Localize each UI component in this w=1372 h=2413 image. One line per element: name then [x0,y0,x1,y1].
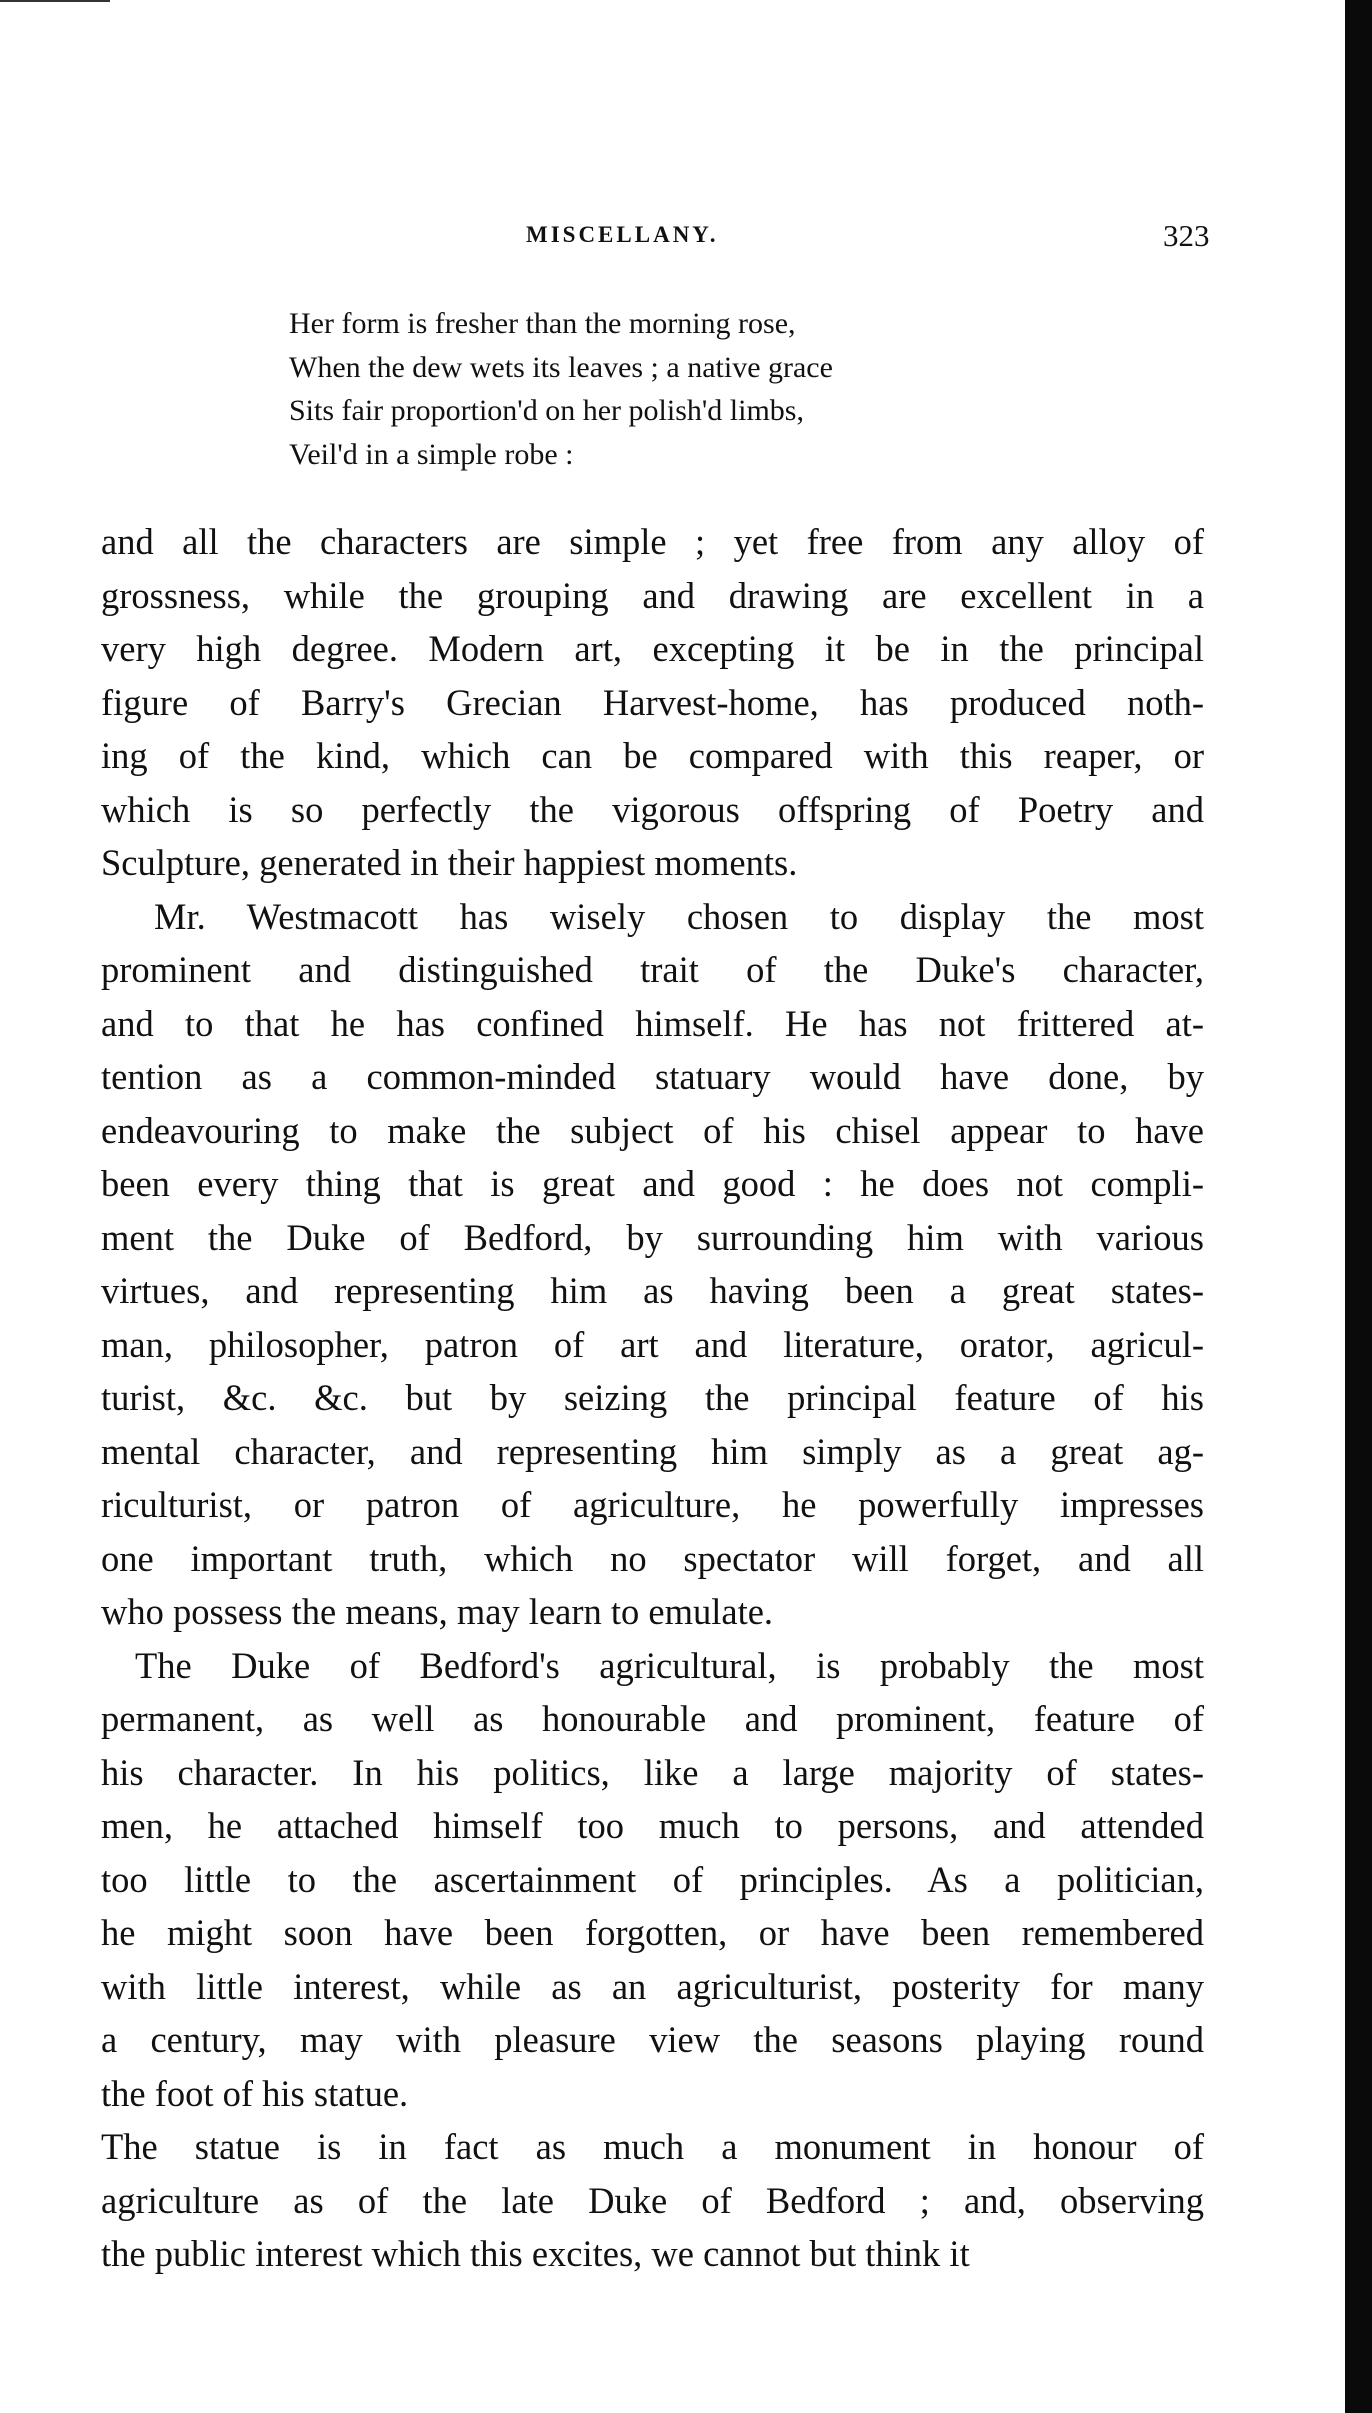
text-line-content: grossness, while the grouping and drawing are excellent in a [101,574,1204,616]
text-line-content: a century, may with pleasure view the seasons playing round [101,2019,1204,2060]
verse-line: Sits fair proportion'd on her polish'd limbs, [289,394,804,427]
text-line [101,1692,1204,1746]
text-line [101,1264,1204,1318]
book-spine-shadow [1345,0,1372,2413]
text-line [101,1104,1204,1158]
text-line [101,890,1204,944]
text-line [101,569,1204,623]
text-line-content: tention as a common-minded statuary would have done, by [101,1056,1204,1097]
text-line-content: which is so perfectly the vigorous offspring of Poetry and [101,788,1204,830]
scan-edge-mark [0,0,110,2]
text-line [101,1425,1204,1479]
text-line-content: mental character, and representing him simply as a great ag- [101,1430,1204,1472]
text-line [101,729,1204,783]
text-line [101,1318,1204,1372]
paragraph [101,1639,1204,2121]
verse-quotation [289,302,833,476]
text-line-content: endeavouring to make the subject of his chisel appear to have [101,1109,1204,1151]
text-line-content: and to that he has confined himself. He has not frittered at- [101,1002,1204,1044]
text-line-content: men, he attached himself too much to persons, and attended [101,1805,1204,1846]
verse-line: Her form is fresher than the morning rose, [289,307,796,340]
text-line [101,1532,1204,1586]
text-line-content: Mr. Westmacott has wisely chosen to display the most [154,895,1204,937]
text-line-content: ment the Duke of Bedford, by surrounding him with various [101,1216,1204,1258]
text-line-content: very high degree. Modern art, excepting it be in the principal [101,628,1204,669]
text-line [101,2227,1204,2281]
text-line-content: The statue is in fact as much a monument in honour of [101,2126,1204,2167]
text-line-content: virtues, and representing him as having been a great states- [101,1270,1204,1311]
text-line [101,1853,1204,1907]
text-line [101,1799,1204,1853]
verse-line: Veil'd in a simple robe : [289,437,574,471]
text-line-content: been every thing that is great and good : he does not compli- [101,1163,1204,1204]
text-line-content: figure of Barry's Grecian Harvest-home, has produced noth- [101,681,1204,723]
text-line-content: and all the characters are simple ; yet free from any alloy of [101,521,1204,562]
text-line-content: turist, &c. &c. but by seizing the principal feature of his [101,1377,1204,1418]
text-line [101,2067,1204,2121]
text-line-content: prominent and distinguished trait of the Duke's character, [101,949,1204,990]
text-line [101,2120,1204,2174]
text-line [101,676,1204,730]
paragraph [101,2120,1204,2281]
text-line [101,1157,1204,1211]
text-line [101,1746,1204,1800]
text-line-content: agriculture as of the late Duke of Bedford ; and, observing [101,2179,1204,2221]
paragraph [101,515,1204,890]
text-line [101,2013,1204,2067]
text-line-content: The Duke of Bedford's agricultural, is probably the most [135,1644,1204,1686]
text-line [101,783,1204,837]
text-line-content: he might soon have been forgotten, or have been remembered [101,1912,1204,1953]
text-line [101,943,1204,997]
text-line-content: permanent, as well as honourable and prominent, feature of [101,1698,1204,1739]
text-line-content: who possess the means, may learn to emulate. [101,1591,774,1632]
page-header [0,218,1372,262]
body-text [101,515,1204,2281]
text-line [101,1639,1204,1693]
text-line [101,1211,1204,1265]
text-line-content: Sculpture, generated in their happiest moments. [101,842,798,883]
text-line-content: one important truth, which no spectator will forget, and all [101,1537,1204,1579]
page-number: 323 [1163,218,1210,253]
running-title: MISCELLANY. [526,222,719,247]
verse-line: When the dew wets its leaves ; a native grace [289,350,833,384]
text-line-content: riculturist, or patron of agriculture, he powerfully impresses [101,1484,1204,1525]
paragraph [101,890,1204,1639]
text-line [101,1050,1204,1104]
text-line [101,1960,1204,2014]
text-line [101,836,1204,890]
text-line-content: the public interest which this excites, we cannot but think it [101,2233,970,2274]
text-line [101,1906,1204,1960]
text-line-content: with little interest, while as an agriculturist, posterity for many [101,1965,1204,2007]
text-line-content: too little to the ascertainment of principles. As a politician, [101,1858,1204,1900]
text-line [101,515,1204,569]
text-line [101,1478,1204,1532]
text-line-content: ing of the kind, which can be compared with this reaper, or [101,735,1204,776]
text-line [101,622,1204,676]
text-line-content: his character. In his politics, like a large majority of states- [101,1751,1204,1793]
text-line-content: the foot of his statue. [101,2072,409,2114]
text-line [101,997,1204,1051]
text-line [101,1585,1204,1639]
text-line [101,2174,1204,2228]
text-line [101,1371,1204,1425]
text-line-content: man, philosopher, patron of art and literature, orator, agricul- [101,1323,1204,1365]
